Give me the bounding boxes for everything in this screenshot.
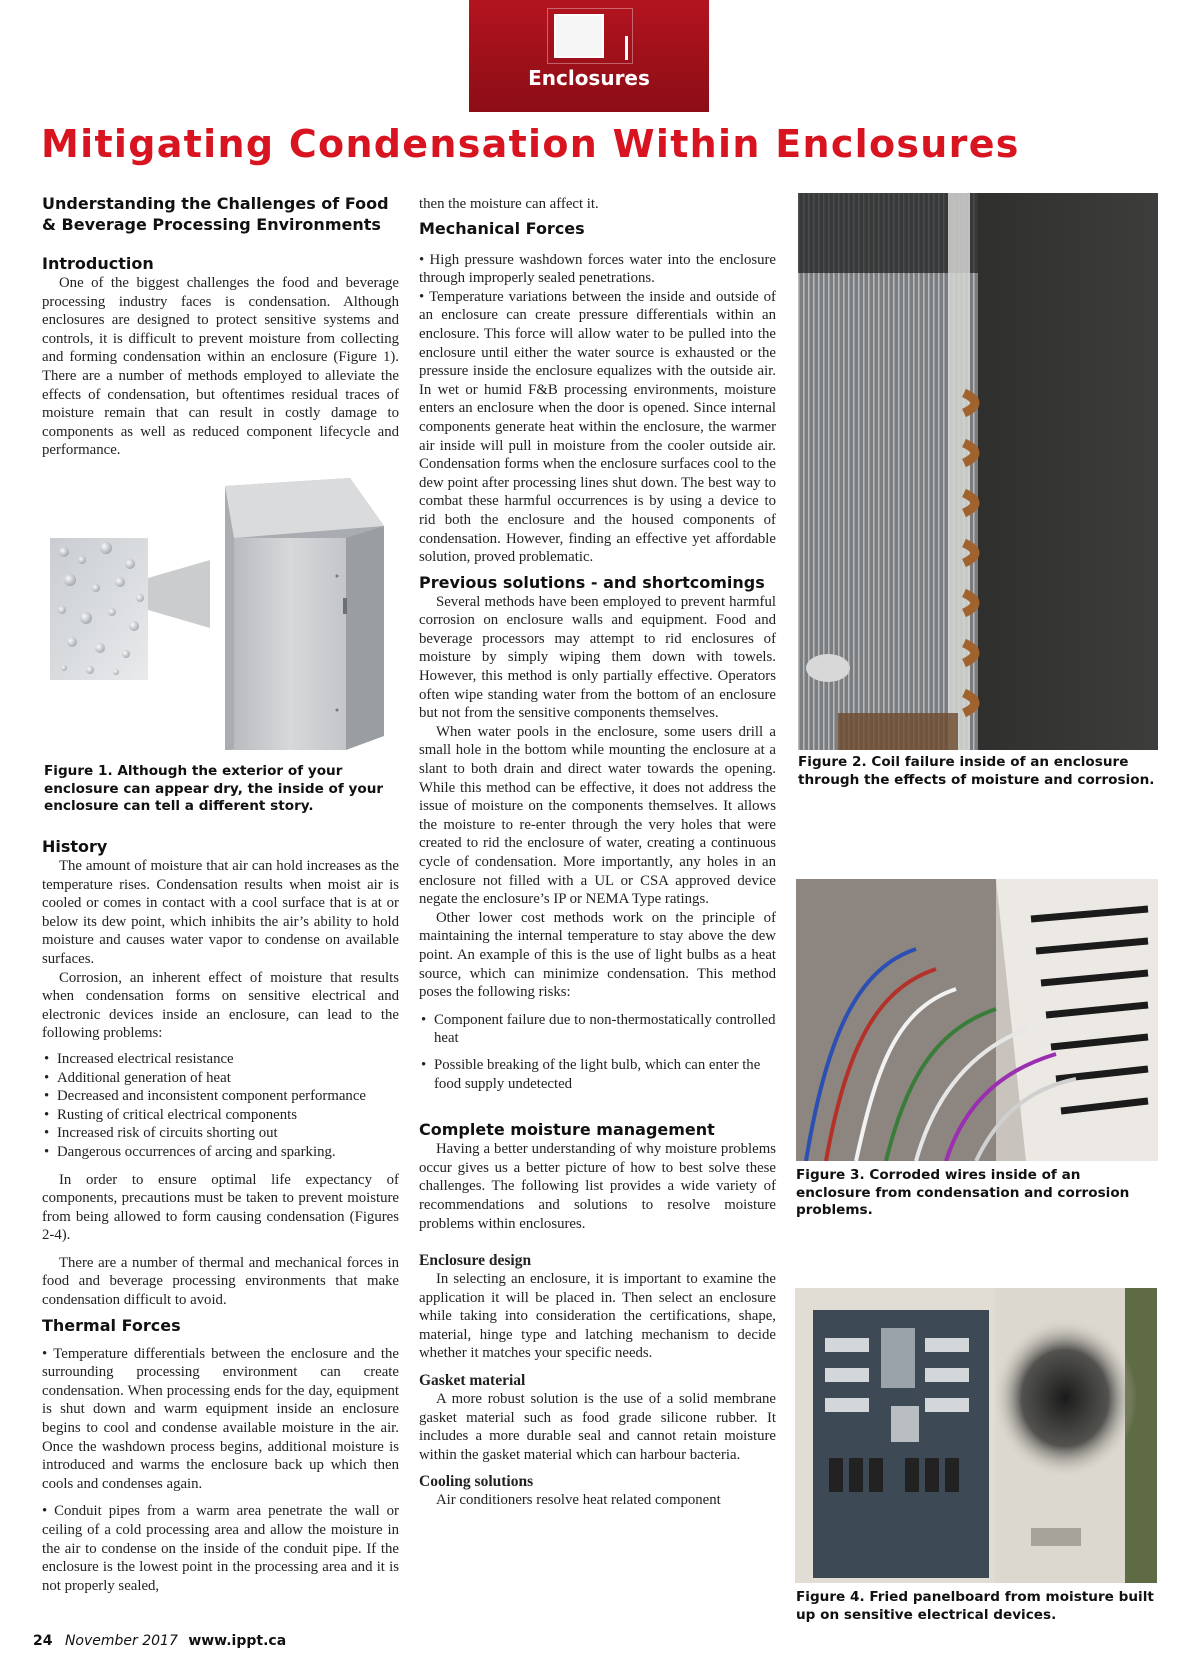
- thermal-bullet-1: • Temperature differentials between the enclosure and the surrounding processing environment can create condensation. When processing ends for the day, equipment is shut down and warm equipment inside an enclosure begins to cool and condense available moisture in the air. Once the washdown process begins, additional moisture is introduced and warms the enclosure back up which then cools and condenses again.: [42, 1345, 399, 1494]
- page-number: 24: [33, 1633, 53, 1649]
- continued-text: then the moisture can affect it.: [419, 196, 599, 212]
- list-item: • Rusting of critical electrical components: [42, 1106, 399, 1125]
- section-label: Enclosures: [528, 66, 650, 90]
- list-item: • Component failure due to non-thermostatically controlled heat: [419, 1011, 776, 1048]
- previous-solutions-heading: Previous solutions - and shortcomings: [419, 572, 765, 592]
- previous-paragraph-3: Other lower cost methods work on the principle of maintaining the internal temperature to stay above the dew point. An example of this is the use of light bulbs as a heat source, which can minimize condensation. This method poses the following risks:: [419, 909, 776, 1001]
- history-heading: History: [42, 837, 108, 856]
- figure-4-image: [795, 1288, 1157, 1583]
- figure-2-caption: Figure 2. Coil failure inside of an enclosure through the effects of moisture and corrosion.: [798, 754, 1155, 788]
- enclosure-handle-icon: [625, 36, 628, 60]
- column-2: [419, 195, 776, 1510]
- mechanical-bullet-2: • Temperature variations between the inside and outside of an enclosure can create pressure differentials within an enclosure. This force will allow water to be pulled into the enclosure until either the water source is exhausted or the pressure inside the enclosure equalizes with the outside air. In wet or humid F&B processing environments, moisture enters an enclosure when the door is opened. Since internal components generate heat within the enclosure, the warmer air inside will pull in moisture from the cooler outside air. Condensation forms when the enclosure surfaces cool to the dew point after processing lines shut down. The best way to combat these harmful occurrences is by using a device to rid both the enclosure and the housed components of condensation. However, finding an effective yet affordable solution, proved problematic.: [419, 288, 776, 567]
- history-paragraph-3: In order to ensure optimal life expectancy of components, precautions must be taken to prevent moisture from being allowed to form causing condensation (Figures 2-4).: [42, 1171, 399, 1244]
- list-item: • Additional generation of heat: [42, 1069, 399, 1088]
- thermal-forces-heading: Thermal Forces: [42, 1315, 181, 1335]
- figure-3-caption: Figure 3. Corroded wires inside of an enclosure from condensation and corrosion problems.: [796, 1167, 1130, 1218]
- gasket-material-paragraph: A more robust solution is the use of a solid membrane gasket material such as food grade silicone rubber. It includes a more durable seal and cannot retain moisture within the gasket material which can harbour bacteria.: [419, 1391, 776, 1463]
- risks-list: [419, 1011, 776, 1093]
- figure-1: [50, 478, 390, 756]
- mechanical-forces-heading: Mechanical Forces: [419, 218, 585, 238]
- list-item: • Decreased and inconsistent component performance: [42, 1087, 399, 1106]
- list-item: • Dangerous occurrences of arcing and sparking.: [42, 1143, 399, 1162]
- figure-4-caption: Figure 4. Fried panelboard from moisture built up on sensitive electrical devices.: [796, 1589, 1154, 1623]
- figure-1-caption: Figure 1. Although the exterior of your enclosure can appear dry, the inside of your enclosure can tell a different story.: [44, 763, 384, 814]
- thermal-bullet-2: • Conduit pipes from a warm area penetrate the wall or ceiling of a cold processing area and allow the moisture in the air to condense on the inside of the conduit pipe. If the enclosure is the lowest point in the processing area and it is not properly sealed,: [42, 1502, 399, 1595]
- history-paragraph-2: Corrosion, an inherent effect of moisture that results when condensation forms on sensitive electrical and electronic devices inside an enclosure, can lead to the following problems:: [42, 969, 399, 1042]
- complete-moisture-heading: Complete moisture management: [419, 1120, 715, 1140]
- figure-3: [796, 879, 1158, 1161]
- mechanical-bullet-1: • High pressure washdown forces water into the enclosure through improperly sealed penetrations.: [419, 251, 776, 288]
- list-item: • Possible breaking of the light bulb, which can enter the food supply undetected: [419, 1056, 776, 1093]
- page-footer: [33, 1633, 294, 1649]
- gasket-material-heading: Gasket material: [419, 1372, 526, 1390]
- section-badge: [469, 0, 709, 112]
- cooling-solutions-paragraph: Air conditioners resolve heat related component: [436, 1492, 721, 1509]
- issue-date: November 2017: [64, 1633, 178, 1649]
- figure-2: [798, 193, 1158, 750]
- figure-1-image: [50, 478, 390, 756]
- figure-3-image: [796, 879, 1158, 1161]
- column-1-bottom: [42, 836, 399, 1595]
- complete-paragraph: Having a better understanding of why moisture problems occur gives us a better picture of how to best solve these challenges. The following list provides a wide variety of recommendations and solutions to resolve moisture problems within enclosures.: [419, 1141, 776, 1232]
- figure-2-image: [798, 193, 1158, 750]
- problems-list: [42, 1050, 399, 1162]
- enclosure-icon: [554, 14, 604, 58]
- column-1-top: [42, 193, 399, 460]
- previous-paragraph-2: When water pools in the enclosure, some users drill a small hole in the bottom while mounting the enclosure at a slant to both drain and direct water towards the opening. While this method can be effective, it does not address the issue of moisture on the components themselves. It allows the moisture to re-enter through the very holes that were created to rid the enclosure of water, creating a continuous cycle of condensation. More importantly, any holes in an enclosure not filled with a UL or CSA approved device negate the enclosure’s IP or NEMA Type ratings.: [419, 723, 776, 908]
- cooling-solutions-heading: Cooling solutions: [419, 1473, 534, 1491]
- footer-url[interactable]: www.ippt.ca: [188, 1633, 287, 1649]
- list-item: • Increased electrical resistance: [42, 1050, 399, 1069]
- figure-4: [795, 1288, 1157, 1583]
- list-item: • Increased risk of circuits shorting out: [42, 1124, 399, 1143]
- enclosure-design-paragraph: In selecting an enclosure, it is important to examine the application it will be placed in. Then select an enclosure while taking into consideration the certifications, shape, material, hinge type and latching mechanism to decide whether it matches your specific needs.: [419, 1271, 776, 1362]
- zoom-beam: [148, 560, 210, 628]
- article-subheading: Understanding the Challenges of Food & Beverage Processing Environments: [42, 194, 389, 234]
- enclosure-design-heading: Enclosure design: [419, 1252, 532, 1270]
- intro-heading: Introduction: [42, 254, 154, 273]
- history-paragraph-4: There are a number of thermal and mechanical forces in food and beverage processing environments that make condensation difficult to avoid.: [42, 1254, 399, 1309]
- article-title: Mitigating Condensation Within Enclosures: [41, 122, 1020, 166]
- previous-paragraph-1: Several methods have been employed to prevent harmful corrosion on enclosure walls and equipment. Food and beverage processors may attempt to rid enclosures of moisture by simply wiping them down with towels. However, this method is only partially effective. Operators often wipe standing water from the bottom of an enclosure but not from the sensitive components themselves.: [419, 593, 776, 722]
- intro-paragraph: One of the biggest challenges the food and beverage processing industry faces is condensation. Although enclosures are designed to protect sensitive systems and controls, it is difficult to prevent moisture from collecting and forming condensation within an enclosure (Figure 1). There are a number of methods employed to alleviate the effects of condensation, but oftentimes residual traces of moisture remain that can result in costly damage to components as well as reduced component lifecycle and performance.: [42, 275, 399, 459]
- history-paragraph-1: The amount of moisture that air can hold increases as the temperature rises. Condensation results when moist air is cooled or comes in contact with a cool surface that is at or below its dew point, which inhibits the air’s ability to hold moisture and causes water vapor to condense on available surfaces.: [42, 858, 399, 967]
